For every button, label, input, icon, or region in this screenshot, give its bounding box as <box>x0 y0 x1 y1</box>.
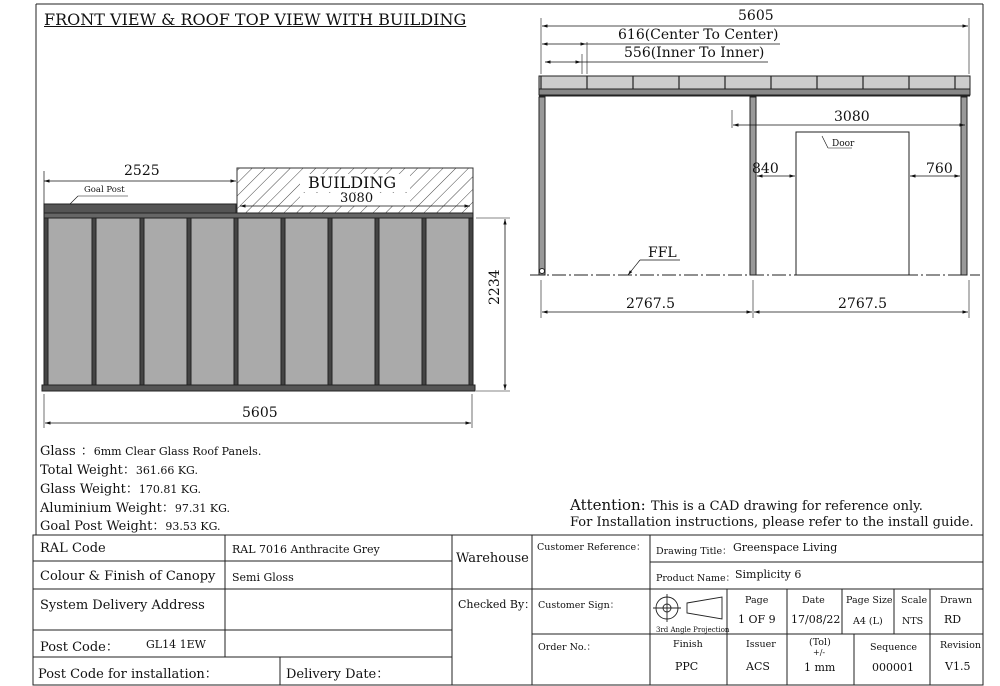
ral-code-value: RAL 7016 Anthracite Grey <box>232 543 380 556</box>
install-note: For Installation instructions, please refer to the install guide. <box>570 515 974 530</box>
delivery-address-label: System Delivery Address <box>40 598 205 613</box>
dim-2767-right-label: 2767.5 <box>838 296 887 312</box>
drawn-value: RD <box>944 613 962 626</box>
scale-label: Scale <box>901 595 928 606</box>
order-no-label: Order No.： <box>538 642 596 653</box>
issuer-label: Issuer <box>746 639 776 650</box>
door-outline <box>796 132 909 275</box>
sequence-value: 000001 <box>872 661 914 674</box>
top-rail <box>44 213 473 218</box>
door-label: Door <box>832 139 855 149</box>
gutter-beam <box>539 89 970 95</box>
finish-value: PPC <box>675 660 699 673</box>
drawing-title: FRONT VIEW & ROOF TOP VIEW WITH BUILDING <box>44 10 467 29</box>
post-right <box>961 97 967 275</box>
page-size-label: Page Size <box>846 595 893 606</box>
gutter <box>42 385 475 391</box>
dim-3080-right-label: 3080 <box>834 109 870 125</box>
tol-plus-minus: +/- <box>813 648 826 657</box>
date-label: Date <box>802 595 825 606</box>
spec-total-weight: Total Weight：361.66 KG. <box>40 463 198 478</box>
dim-2525-label: 2525 <box>124 163 160 179</box>
dim-840-label: 840 <box>752 161 779 177</box>
postcode-value: GL14 1EW <box>146 638 206 651</box>
spec-goal-post-weight: Goal Post Weight：93.53 KG. <box>40 519 221 534</box>
delivery-date-label: Delivery Date： <box>286 667 390 682</box>
checked-by-label: Checked By： <box>458 598 536 611</box>
dim-556-label: 556(Inner To Inner) <box>624 45 765 61</box>
dim-616-label: 616(Center To Center) <box>618 27 779 43</box>
projection-label: 3rd Angle Projection <box>656 626 730 634</box>
spec-glass: Glass ：6mm Clear Glass Roof Panels. <box>40 444 262 459</box>
scale-value: NTS <box>902 616 924 627</box>
tol-value: 1 mm <box>804 661 836 674</box>
revision-value: V1.5 <box>945 660 971 673</box>
attention-note: Attention: This is a CAD drawing for reference only. <box>570 496 923 514</box>
ral-code-label: RAL Code <box>40 541 106 556</box>
building-dim-label: 3080 <box>340 191 374 206</box>
page-value: 1 OF 9 <box>738 613 776 626</box>
finish-label: Finish <box>673 639 703 650</box>
customer-sign-label: Customer Sign： <box>538 600 620 611</box>
roof-beam <box>539 76 970 89</box>
drawn-label: Drawn <box>940 595 973 606</box>
goal-post-label: Goal Post <box>84 185 125 195</box>
ffl-label: FFL <box>648 245 677 261</box>
spec-aluminium-weight: Aluminium Weight：97.31 KG. <box>40 501 230 516</box>
dim-5605-right-label: 5605 <box>738 8 774 24</box>
revision-label: Revision <box>940 640 981 651</box>
product-name-value: Simplicity 6 <box>735 568 802 581</box>
dim-2234-label: 2234 <box>487 269 503 305</box>
dim-2767-left-label: 2767.5 <box>626 296 675 312</box>
post-middle <box>750 97 756 275</box>
warehouse-label: Warehouse <box>456 551 529 566</box>
projection-symbol <box>653 594 722 622</box>
product-name-label: Product Name： <box>656 573 736 584</box>
issuer-value: ACS <box>746 660 770 673</box>
page-label: Page <box>745 595 769 606</box>
customer-reference-label: Customer Reference： <box>537 542 646 553</box>
page-size-value: A4 (L) <box>853 616 883 627</box>
dim-760-label: 760 <box>926 161 953 177</box>
drawing-title-value: Greenspace Living <box>733 541 838 554</box>
dim-5605-left-label: 5605 <box>242 405 278 421</box>
goal-post-bar <box>44 204 236 213</box>
glass-panels <box>44 218 473 386</box>
install-postcode-label: Post Code for installation： <box>38 667 218 682</box>
roof-top-view <box>42 168 510 428</box>
postcode-label: Post Code： <box>40 640 119 655</box>
colour-finish-label: Colour & Finish of Canopy <box>40 569 216 584</box>
date-value: 17/08/22 <box>791 613 841 626</box>
colour-finish-value: Semi Gloss <box>232 571 294 584</box>
building-label: BUILDING <box>308 173 397 192</box>
sequence-label: Sequence <box>870 642 918 653</box>
tol-label: (Tol) <box>809 637 831 648</box>
post-left <box>539 97 545 275</box>
spec-glass-weight: Glass Weight：170.81 KG. <box>40 482 201 497</box>
drawing-title-label: Drawing Title： <box>656 546 732 557</box>
